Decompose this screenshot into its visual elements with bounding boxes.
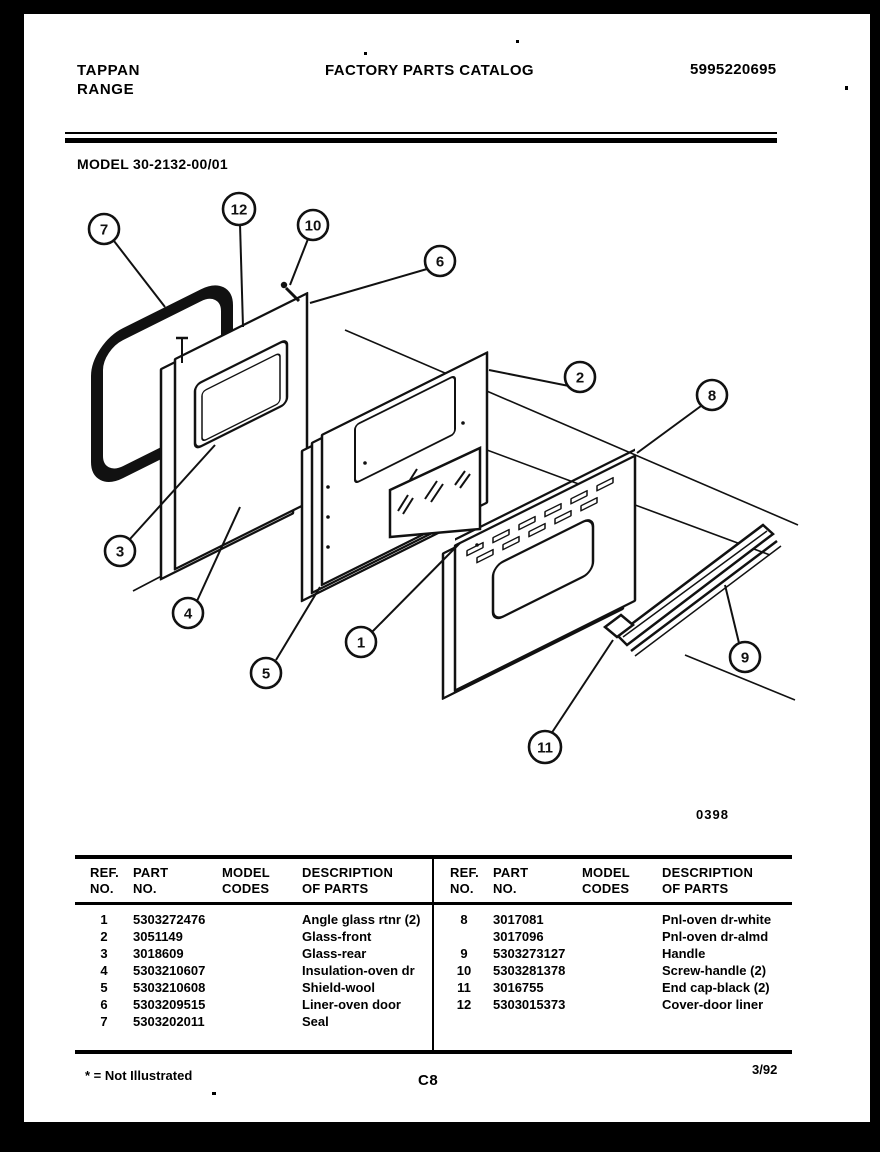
parts-table-left (75, 855, 431, 1054)
callout-1 (346, 627, 376, 657)
table-row: 2 3051149 Glass-front (100, 929, 372, 944)
col-desc-header: DESCRIPTION OF PARTS (662, 865, 754, 896)
parts-table-right (435, 855, 791, 1054)
col-ref-header: REF. NO. (90, 865, 119, 896)
header-rule-thick (65, 138, 777, 143)
table-row: 3 3018609 Glass-rear (100, 946, 367, 961)
table-rows-left (75, 911, 431, 1030)
table-row: 10 5303281378 Screw-handle (2) (456, 963, 767, 978)
callout-6 (425, 246, 455, 276)
callout-4 (173, 598, 203, 628)
svg-text:6: 6 (435, 253, 445, 271)
scan-speck (364, 52, 367, 55)
col-part-header: PART NO. (493, 865, 529, 896)
handle-ridge (623, 531, 767, 637)
scan-speck (845, 86, 848, 90)
table-row: 6 5303209515 Liner-oven door (100, 997, 401, 1012)
table-divider (432, 855, 434, 1054)
col-codes-header: MODEL CODES (582, 865, 630, 896)
table-row: 5 5303210608 Shield-wool (100, 980, 375, 995)
document-number: 5995220695 (690, 61, 777, 78)
col-codes-header: MODEL CODES (222, 865, 270, 896)
callout-7 (89, 214, 119, 244)
svg-text:1: 1 (356, 634, 366, 652)
exploded-parts-diagram (65, 185, 800, 835)
callout-11 (529, 731, 561, 763)
handle-rail-inner (635, 546, 781, 656)
svg-text:12: 12 (230, 201, 248, 219)
scan-speck (516, 40, 519, 43)
callout-10 (298, 210, 328, 240)
table-row: 4 5303210607 Insulation-oven dr (100, 963, 415, 978)
table-row: 3017096 Pnl-oven dr-almd (493, 929, 769, 944)
table-row: 7 5303202011 Seal (100, 1014, 329, 1029)
handle-rail (631, 541, 777, 651)
svg-text:3: 3 (115, 543, 125, 561)
page-id: C8 (418, 1072, 439, 1089)
col-desc-header: DESCRIPTION OF PARTS (302, 865, 394, 896)
page-title: FACTORY PARTS CATALOG (325, 62, 534, 79)
table-row: 9 5303273127 Handle (460, 946, 706, 961)
callout-2 (565, 362, 595, 392)
table-row: 1 5303272476 Angle glass rtnr (2) (100, 912, 421, 927)
table-row: 8 3017081 Pnl-oven dr-white (460, 912, 772, 927)
table-header-left (75, 865, 431, 897)
svg-text:5: 5 (261, 665, 271, 683)
svg-text:10: 10 (304, 217, 322, 235)
brand-name (77, 61, 140, 99)
svg-text:4: 4 (183, 605, 193, 623)
callout-9 (730, 642, 760, 672)
illustration-code: 0398 (696, 807, 729, 822)
callout-3 (105, 536, 135, 566)
svg-text:7: 7 (99, 221, 109, 239)
not-illustrated-note: * = Not Illustrated (85, 1068, 193, 1083)
callout-12 (223, 193, 255, 225)
table-row: 11 3016755 End cap-black (2) (457, 980, 770, 995)
table-row: 12 5303015373 Cover-door liner (456, 997, 764, 1012)
callout-8 (697, 380, 727, 410)
parts-table (75, 855, 792, 1054)
col-ref-header: REF. NO. (450, 865, 479, 896)
model-number: MODEL 30-2132-00/01 (77, 156, 228, 172)
catalog-date: 3/92 (752, 1062, 778, 1077)
table-rows-right (435, 911, 791, 1013)
brand-line-1: TAPPAN (77, 62, 141, 79)
callout-5 (251, 658, 281, 688)
scan-speck (212, 1092, 216, 1095)
svg-text:11: 11 (537, 739, 553, 757)
table-header-right (435, 865, 791, 897)
col-part-header: PART NO. (133, 865, 169, 896)
svg-text:9: 9 (740, 649, 750, 667)
svg-text:2: 2 (575, 369, 585, 387)
header-rule-thin (65, 132, 777, 134)
svg-text:8: 8 (707, 387, 717, 405)
brand-line-2: RANGE (77, 81, 135, 98)
